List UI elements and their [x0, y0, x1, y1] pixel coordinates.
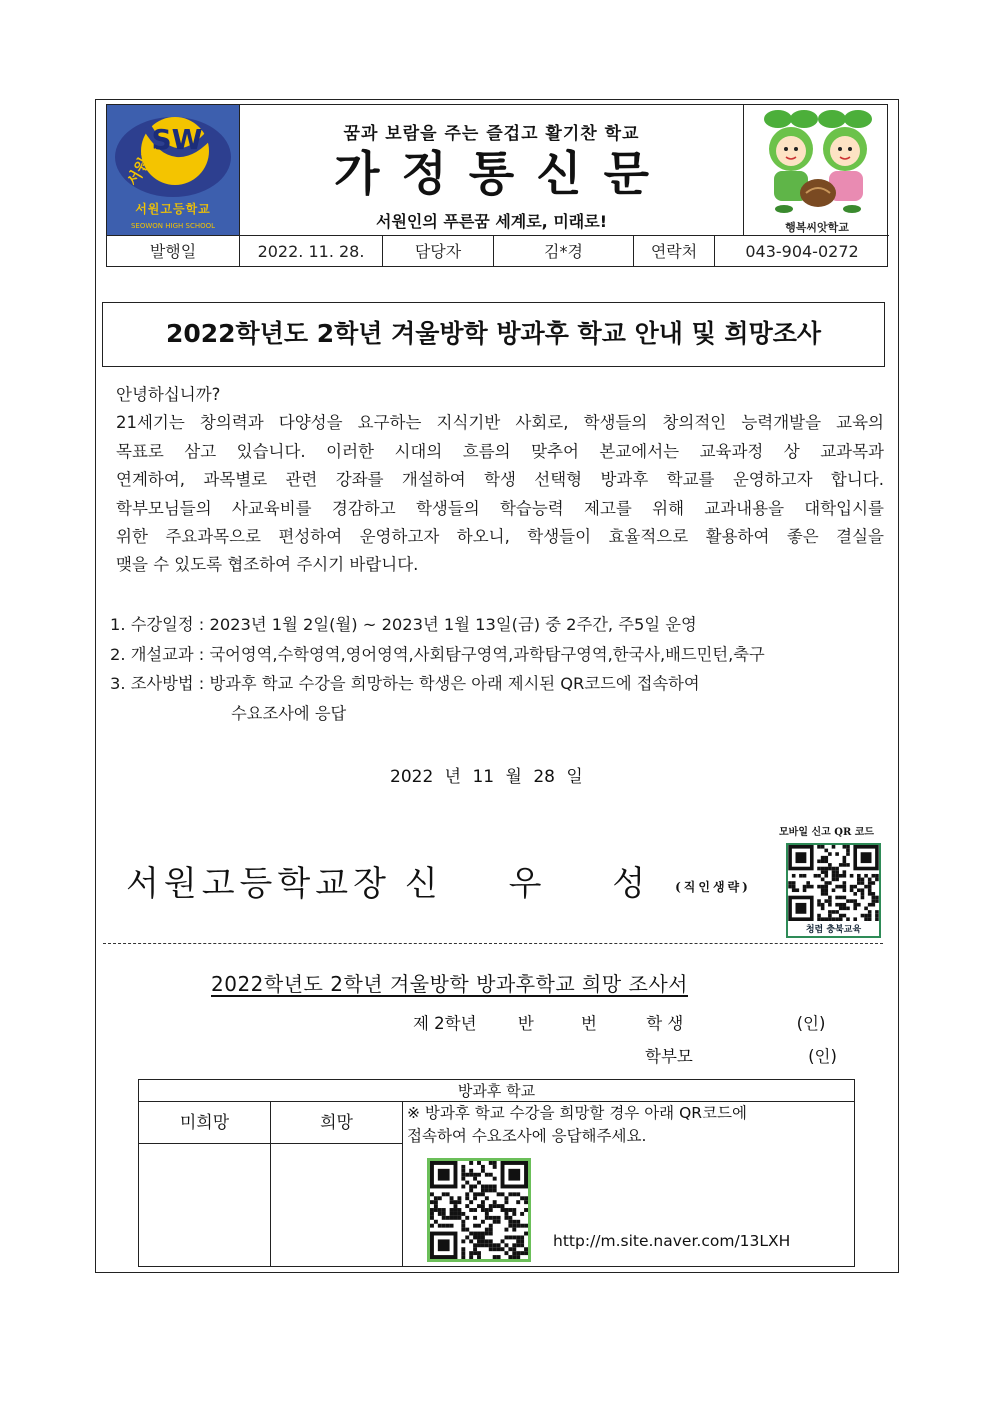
column-wanted [271, 1102, 403, 1266]
column-wanted-header: 희망 [271, 1102, 402, 1144]
parent-seal: (인) [808, 1047, 837, 1066]
issue-date: 2022. 11. 28. [240, 236, 383, 267]
student-label: 학 생 [646, 1014, 684, 1033]
principal-signature [126, 856, 751, 905]
mobile-qr-label: 모바일 신고 QR 코드 [779, 827, 875, 838]
manager-label: 담당자 [383, 236, 494, 267]
principal-name: 신 우 성 [404, 864, 676, 904]
survey-note-cell [403, 1102, 854, 1266]
qr-pattern [430, 1161, 528, 1259]
number-label: 번 [581, 1014, 597, 1033]
qr-pattern [788, 845, 879, 921]
class-label: 반 [517, 1014, 534, 1033]
greeting: 안녕하십니까? [116, 385, 221, 404]
body-text [116, 381, 884, 580]
mascot-caption: 행복씨앗학교 [785, 221, 849, 234]
cut-line [103, 943, 883, 944]
logo-school-name-en: SEOWON HIGH SCHOOL [130, 222, 216, 230]
survey-url[interactable]: http://m.site.naver.com/13LXH [553, 1232, 791, 1250]
header-center [240, 105, 743, 236]
list-item-subjects: 2. 개설교과 : 국어영역,수학영역,영어영역,사회탐구영역,과학탐구영역,한국사,배드민턴,축구 [110, 644, 765, 664]
school-motto: 서원인의 푸른꿈 세계로, 미래로! [375, 212, 607, 231]
grade-label: 제 2학년 [413, 1014, 477, 1033]
column-not-wanted [139, 1102, 271, 1266]
body-line: 맺을 수 있도록 협조하여 주시기 바랍니다. [116, 555, 419, 575]
newsletter-title: 가정통신문 [333, 147, 671, 202]
survey-qr-code[interactable] [427, 1158, 531, 1262]
list-item-method-cont: 수요조사에 응답 [231, 703, 347, 723]
school-principal: 서원고등학교장 [126, 864, 391, 904]
svg-text:SW: SW [151, 123, 203, 156]
student-seal: (인) [796, 1014, 826, 1033]
logo-badge-text: 서원고 [123, 142, 161, 189]
list-item-schedule: 1. 수강일정 : 2023년 1월 2일(월) ~ 2023년 1월 13일(금) 중 2주간, 주5일 운영 [110, 615, 697, 634]
info-list [110, 610, 890, 728]
survey-note-line2: 접속하여 수요조사에 응답해주세요. [407, 1127, 647, 1145]
school-slogan: 꿈과 보람을 주는 즐겁고 활기찬 학교 [343, 124, 640, 144]
parent-label: 학부모 [645, 1047, 693, 1066]
parent-line [645, 1043, 837, 1067]
contact-label: 연락처 [634, 236, 715, 267]
school-logo [107, 105, 240, 236]
newsletter-header [106, 104, 888, 267]
mascot-illustration [744, 105, 890, 236]
form-title: 2022학년도 2학년 겨울방학 방과후학교 희망 조사서 [211, 972, 688, 996]
body-line: 위한 주요과목으로 편성하여 운영하고자 하오니, 학생들이 효율적으로 활용하여 좋은 결실을 [116, 527, 884, 547]
body-line: 연계하여, 과목별로 관련 강좌를 개설하여 학생 선택형 방과후 학교를 운영하고자 합니다. [116, 470, 884, 490]
list-item-method: 3. 조사방법 : 방과후 학교 수강을 희망하는 학생은 아래 제시된 QR코드에 접속하여 [110, 674, 700, 693]
main-title: 2022학년도 2학년 겨울방학 방과후 학교 안내 및 희망조사 [102, 302, 885, 367]
mobile-qr-footer: 청렴 충북교육 [805, 925, 862, 935]
mascot-panel [743, 105, 889, 236]
body-line: 21세기는 창의력과 다양성을 요구하는 지식기반 사회로, 학생들의 창의적인 능력개발을 교육의 [116, 413, 884, 433]
survey-note-line1: ※ 방과후 학교 수강을 희망할 경우 아래 QR코드에 [407, 1104, 747, 1122]
survey-header: 방과후 학교 [139, 1080, 854, 1102]
survey-table [138, 1079, 855, 1267]
info-row [107, 236, 889, 267]
contact-number: 043-904-0272 [745, 242, 859, 261]
manager-name: 김*경 [494, 236, 634, 267]
column-not-wanted-header: 미희망 [139, 1102, 270, 1144]
student-line [413, 1010, 825, 1034]
issue-date-line: 2022 년 11 월 28 일 [390, 767, 583, 787]
body-line: 학부모님들의 사교육비를 경감하고 학생들의 학습능력 제고를 위해 교과내용을 대학입시를 [116, 498, 884, 518]
body-line: 목표로 삼고 있습니다. 이러한 시대의 흐름의 맞추어 본교에서는 교육과정 상 교과목과 [116, 441, 884, 461]
issue-date-label: 발행일 [107, 236, 240, 267]
logo-school-name: 서원고등학교 [135, 202, 211, 216]
seal-omitted: (직인생략) [675, 880, 751, 894]
